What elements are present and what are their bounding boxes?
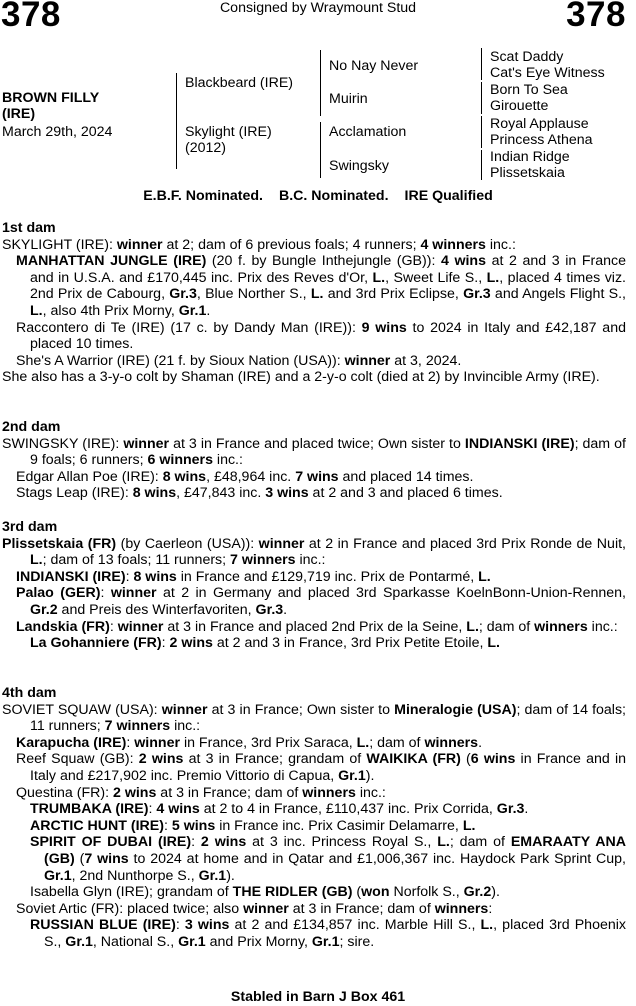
foaling-date: March 29th, 2024 [2, 124, 113, 140]
dam-paragraph: SKYLIGHT (IRE): winner at 2; dam of 6 previous foals; 4 runners; 4 winners inc.: [2, 236, 516, 253]
pedigree-line [481, 82, 482, 114]
progeny-paragraph: Raccontero di Te (IRE) (17 c. by Dandy Man (IRE)): 9 wins to 2024 in Italy and £42,187 and placed 10 times. [16, 319, 626, 353]
pedigree-sire: Blackbeard (IRE) [185, 75, 294, 91]
nominations [0, 188, 636, 205]
pedigree-line [320, 122, 321, 178]
progeny-paragraph: MANHATTAN JUNGLE (IRE) (20 f. by Bungle Inthejungle (GB)): 4 wins at 2 and 3 in France and in U.S.A. and £170,445 inc. Prix des Reves d'Or, L., Sweet Life S., L., placed 4 times viz. 2nd Prix de Cabourg, Gr.3, Blue Norther S., L. and 3rd Prix Eclipse, Gr.3 and Angels Flight S., L., also 4th Prix Morny, Gr.1. [16, 253, 626, 319]
section-heading: 4th dam [2, 685, 57, 701]
section-heading: 2nd dam [2, 419, 61, 435]
progeny-paragraph: ARCTIC HUNT (IRE): 5 wins in France inc. Prix Casimir Delamarre, L. [30, 817, 476, 834]
progeny-paragraph: She's A Warrior (IRE) (21 f. by Sioux Nation (USA)): winner at 3, 2024. [16, 352, 462, 369]
pedigree-line [481, 48, 482, 80]
pedigree-line [481, 150, 482, 180]
progeny-paragraph: Isabella Glyn (IRE); grandam of THE RIDLER (GB) (won Norfolk S., Gr.2). [30, 884, 500, 901]
fourth-dam-section [2, 685, 626, 951]
progeny-paragraph: RUSSIAN BLUE (IRE): 3 wins at 2 and £134,857 inc. Marble Hill S., L., placed 3rd Phoenix S., Gr.1, National S., Gr.1 and Prix Morny, Gr.1; sire. [30, 917, 626, 950]
progeny-paragraph: Palao (GER): winner at 2 in Germany and placed 3rd Sparkasse KoelnBonn-Union-Rennen, Gr.2 and Preis des Winterfavoriten, Gr.3. [16, 585, 626, 618]
lot-number-left: 378 [1, 0, 61, 34]
pedigree-g3-3: Born To Sea [490, 82, 568, 98]
third-dam-section [2, 519, 626, 652]
progeny-paragraph: INDIANSKI (IRE): 8 wins in France and £129,719 inc. Prix de Pontarmé, L. [16, 568, 491, 585]
progeny-paragraph: Reef Squaw (GB): 2 wins at 3 in France; grandam of WAIKIKA (FR) (6 wins in France and in Italy and £217,902 inc. Premio Vittorio di Capua, Gr.1). [16, 751, 626, 784]
dam-paragraph: SWINGSKY (IRE): winner at 3 in France and placed twice; Own sister to INDIANSKI (IRE); dam of 9 foals; 6 runners; 6 winners inc.: [2, 435, 626, 469]
pedigree-dam-dam: Swingsky [329, 158, 389, 174]
progeny-paragraph: La Gohanniere (FR): 2 wins at 2 and 3 in France, 3rd Prix Petite Etoile, L. [30, 635, 500, 652]
pedigree-g3-1: Scat Daddy [490, 49, 564, 65]
lot-number-right: 378 [566, 0, 626, 34]
horse-breeding-country: (IRE) [2, 106, 36, 122]
horse-description: BROWN FILLY [2, 90, 100, 106]
section-heading: 3rd dam [2, 519, 58, 535]
progeny-paragraph: Soviet Artic (FR): placed twice; also winner at 3 in France; dam of winners: [16, 900, 493, 917]
pedigree-g3-6: Princess Athena [490, 132, 593, 148]
pedigree-g3-2: Cat's Eye Witness [490, 65, 605, 81]
pedigree-dam-sire: Acclamation [329, 124, 407, 140]
first-dam-section [2, 220, 626, 386]
progeny-paragraph: Karapucha (IRE): winner in France, 3rd Prix Saraca, L.; dam of winners. [16, 734, 483, 751]
progeny-paragraph: SPIRIT OF DUBAI (IRE): 2 wins at 3 inc. Princess Royal S., L.; dam of EMARAATY ANA (GB) (7 wins to 2024 at home and in Qatar and £1,006,367 inc. Haydock Park Sprint Cup, Gr.1, 2nd Nunthorpe S., Gr.1). [30, 834, 626, 884]
section-heading: 1st dam [2, 220, 56, 236]
progeny-paragraph: Landskia (FR): winner at 3 in France and placed 2nd Prix de la Seine, L.; dam of winners inc.: [16, 618, 618, 635]
pedigree-dam-year: (2012) [185, 140, 227, 156]
second-dam-section [2, 419, 626, 502]
pedigree-g3-7: Indian Ridge [490, 149, 570, 165]
pedigree-g3-4: Girouette [490, 98, 549, 114]
pedigree-line [176, 73, 177, 169]
progeny-paragraph: Stags Leap (IRE): 8 wins, £47,843 inc. 3 wins at 2 and 3 and placed 6 times. [16, 485, 503, 502]
dam-paragraph: SOVIET SQUAW (USA): winner at 3 in France; Own sister to Mineralogie (USA); dam of 14 foals; 11 runners; 7 winners inc.: [2, 701, 626, 735]
pedigree-dam: Skylight (IRE) [185, 124, 272, 140]
pedigree-sire-dam: Muirin [329, 91, 368, 107]
ebf-nomination: E.B.F. Nominated. [143, 188, 264, 204]
dam-paragraph: She also has a 3-y-o colt by Shaman (IRE) and a 2-y-o colt (died at 2) by Invincible Army (IRE). [2, 369, 600, 386]
pedigree-sire-sire: No Nay Never [329, 58, 419, 74]
pedigree-line [320, 50, 321, 116]
bc-nomination: B.C. Nominated. [278, 188, 389, 204]
stabling-info: Stabled in Barn J Box 461 [230, 989, 406, 1005]
pedigree-g3-8: Plissetskaia [490, 165, 565, 181]
consignor: Consigned by Wraymount Stud [219, 0, 417, 16]
pedigree-line [481, 116, 482, 148]
pedigree-g3-5: Royal Applause [490, 116, 589, 132]
progeny-paragraph: Questina (FR): 2 wins at 3 in France; dam of winners inc.: [16, 784, 386, 801]
progeny-paragraph: TRUMBAKA (IRE): 4 wins at 2 to 4 in France, £110,437 inc. Prix Corrida, Gr.3. [30, 801, 529, 818]
progeny-paragraph: Edgar Allan Poe (IRE): 8 wins, £48,964 inc. 7 wins and placed 14 times. [16, 468, 474, 485]
ire-qualified: IRE Qualified [404, 188, 493, 204]
dam-paragraph: Plissetskaia (FR) (by Caerleon (USA)): winner at 2 in France and placed 3rd Prix Ronde de Nuit, L.; dam of 13 foals; 11 runners; 7 winners inc.: [2, 535, 626, 569]
